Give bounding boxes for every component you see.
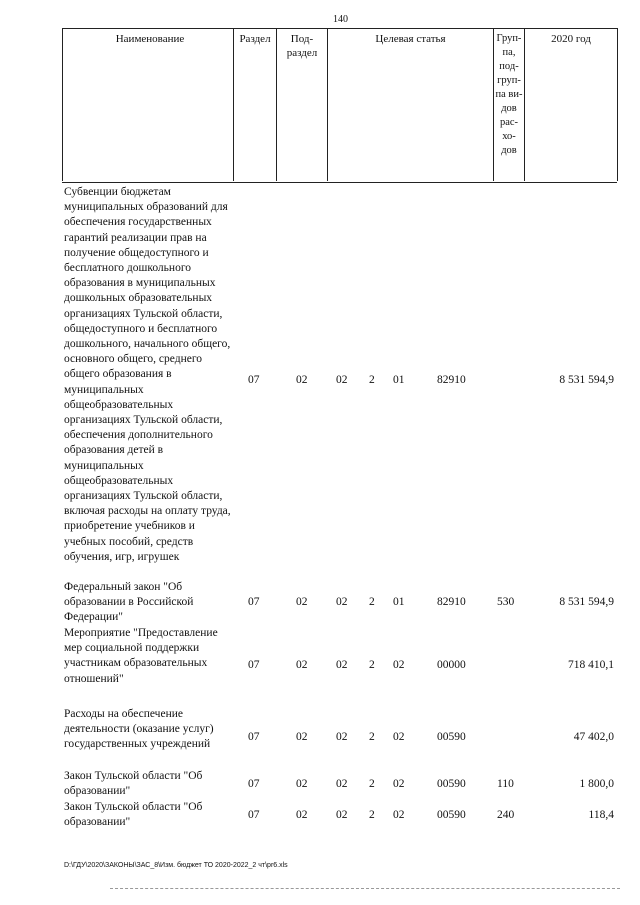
row-target-3: 01 bbox=[393, 596, 405, 608]
row-target-4: 00590 bbox=[437, 778, 466, 790]
row-subsection: 02 bbox=[296, 778, 308, 790]
row-target-1: 02 bbox=[336, 596, 348, 608]
row-name: Закон Тульской области "Об образовании" bbox=[64, 801, 203, 829]
row-name: Субвенции бюджетам муниципальных образований для обеспечения государственных гарантий реализации прав на получение общедоступного и бесплатного дошкольного образования в муниципальных дошкольных образовательных организациях Тульской области, общедоступного и бесплатного дошкольного, начального общего, основного общего, среднего общего образования в муниципальных общеобразовательных организациях Тульской области, обеспечения дополнительного образования детей в муниципальных общеобразовательных организациях Тульской области, включая расходы на оплату труда, приобретение учебников и учебных пособий, средств обучения, игр, игрушек bbox=[64, 186, 231, 563]
row-target-1: 02 bbox=[336, 659, 348, 671]
row-subsection: 02 bbox=[296, 374, 308, 386]
row-section: 07 bbox=[248, 778, 260, 790]
row-target-2: 2 bbox=[369, 809, 375, 821]
row-subsection: 02 bbox=[296, 596, 308, 608]
row-target-4: 00590 bbox=[437, 809, 466, 821]
row-target-4: 82910 bbox=[437, 596, 466, 608]
file-path: D:\ГДУ\2020\ЗАКОНЫ\ЗАС_8\Изм. бюджет ТО 2020-2022_2 чт\pr6.xls bbox=[64, 862, 288, 869]
row-target-2: 2 bbox=[369, 778, 375, 790]
row-target-2: 2 bbox=[369, 659, 375, 671]
row-name: Федеральный закон "Об образовании в Российской Федерации" bbox=[64, 581, 194, 624]
row-amount: 8 531 594,9 bbox=[559, 374, 614, 386]
row-target-2: 2 bbox=[369, 731, 375, 743]
row-amount: 118,4 bbox=[588, 809, 614, 821]
row-section: 07 bbox=[248, 374, 260, 386]
row-section: 07 bbox=[248, 596, 260, 608]
header-section: Раздел bbox=[239, 33, 271, 45]
row-group: 240 bbox=[497, 809, 515, 821]
row-target-2: 2 bbox=[369, 596, 375, 608]
header-subsection: Под- раздел bbox=[286, 33, 318, 59]
row-amount: 1 800,0 bbox=[579, 778, 614, 790]
column-divider bbox=[327, 28, 328, 181]
row-target-1: 02 bbox=[336, 778, 348, 790]
row-target-1: 02 bbox=[336, 374, 348, 386]
row-section: 07 bbox=[248, 731, 260, 743]
row-target-1: 02 bbox=[336, 731, 348, 743]
header-year: 2020 год bbox=[551, 33, 591, 45]
row-section: 07 bbox=[248, 809, 260, 821]
row-amount: 718 410,1 bbox=[568, 659, 614, 671]
row-amount: 8 531 594,9 bbox=[559, 596, 614, 608]
column-divider bbox=[617, 28, 618, 181]
row-target-3: 02 bbox=[393, 659, 405, 671]
row-amount: 47 402,0 bbox=[573, 731, 614, 743]
row-subsection: 02 bbox=[296, 731, 308, 743]
column-divider bbox=[524, 28, 525, 181]
page-number: 140 bbox=[333, 14, 348, 25]
row-name: Расходы на обеспечение деятельности (оказание услуг) государственных учреждений bbox=[64, 708, 214, 751]
row-target-4: 82910 bbox=[437, 374, 466, 386]
header-name: Наименование bbox=[115, 33, 185, 45]
column-divider bbox=[62, 28, 63, 181]
row-target-1: 02 bbox=[336, 809, 348, 821]
row-target-4: 00590 bbox=[437, 731, 466, 743]
row-group: 530 bbox=[497, 596, 515, 608]
row-target-3: 02 bbox=[393, 809, 405, 821]
row-section: 07 bbox=[248, 659, 260, 671]
row-subsection: 02 bbox=[296, 809, 308, 821]
row-target-3: 01 bbox=[393, 374, 405, 386]
header-target: Целевая статья bbox=[375, 33, 446, 45]
row-name: Мероприятие "Предоставление мер социальной поддержки участникам образовательных отношений" bbox=[64, 627, 218, 685]
row-target-4: 00000 bbox=[437, 659, 466, 671]
header-group: Груп- па, под- груп- па ви- дов рас- хо- дов bbox=[495, 33, 523, 156]
row-name: Закон Тульской области "Об образовании" bbox=[64, 770, 203, 798]
page-bottom-rule bbox=[110, 888, 620, 889]
row-target-3: 02 bbox=[393, 731, 405, 743]
row-subsection: 02 bbox=[296, 659, 308, 671]
row-target-2: 2 bbox=[369, 374, 375, 386]
table-header bbox=[62, 28, 617, 183]
row-target-3: 02 bbox=[393, 778, 405, 790]
column-divider bbox=[233, 28, 234, 181]
row-group: 110 bbox=[497, 778, 514, 790]
